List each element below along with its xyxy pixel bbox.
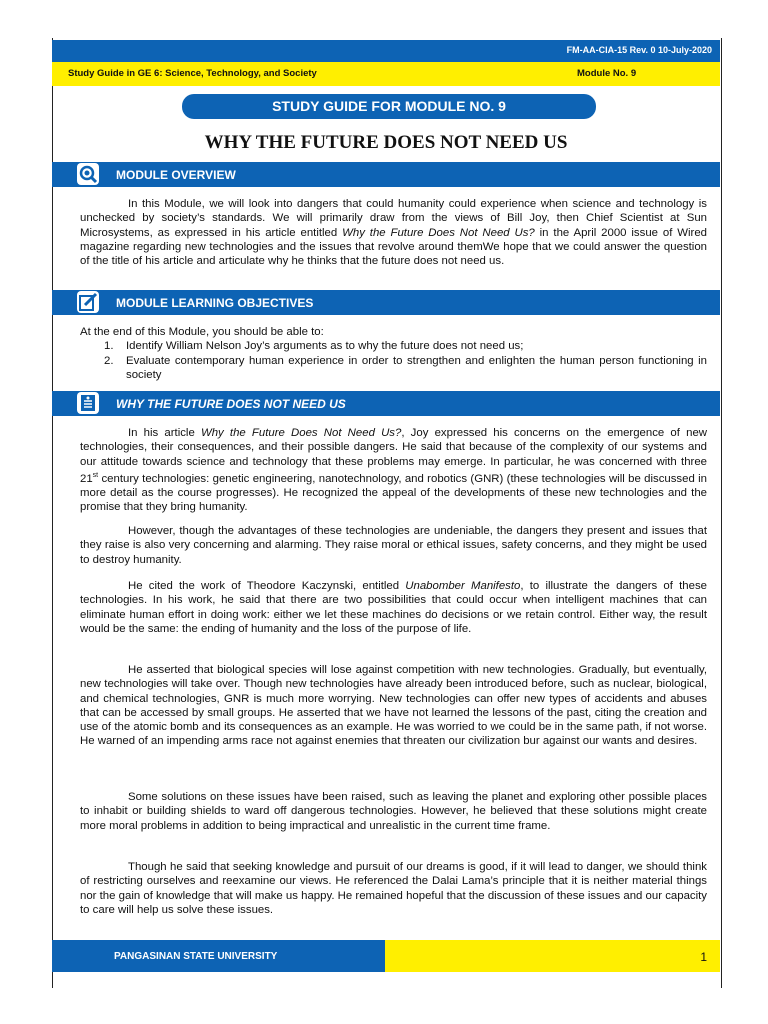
section-label: WHY THE FUTURE DOES NOT NEED US — [116, 397, 346, 411]
module-number: Module No. 9 — [577, 68, 637, 79]
objectives-intro: At the end of this Module, you should be able to: — [80, 326, 324, 338]
list-item — [80, 354, 707, 383]
list-text: Evaluate contemporary human experience in order to strengthen and enlighten the human person functioning in society — [126, 354, 707, 381]
pencil-edit-icon — [77, 291, 99, 313]
why-paragraph-4: He asserted that biological species will lose against competition with new technologies. Gradually, but eventually, new technologies will take over. Though new technologies have already been introduced before, such as nuclear, biological, and chemical technologies, GNR is much more worrying. New technologies can offer new types of accidents and abuses that can be accessed by small groups. He asserted that we have not learned the lessons of the past, citing the creation and use of the atomic bomb and its consequences as an example. He was worried to we could be in the same path, if not worse. He warned of an impending arms race not against enemies that threaten our civilization bur against our wants and desires. — [80, 664, 707, 748]
why-paragraph-6: Though he said that seeking knowledge and pursuit of our dreams is good, if it will lead to danger, we should think of restricting ourselves and reexamine our views. He referenced the Dalai Lama’s principle that it is neither material things nor the gain of knowledge that will make us happy. He remained hopeful that the discussion of these issues and our capacity to care will help us solve these issues. — [80, 861, 707, 916]
study-guide-title: Study Guide in GE 6: Science, Technology, and Society — [68, 68, 317, 79]
list-item — [80, 339, 707, 353]
section-why-future — [52, 391, 720, 416]
study-guide-header — [52, 62, 720, 86]
text-span: , Joy expressed his concerns on the emergence of new technologies, their consequences, and their possible dangers. He said that because of the complexity of our systems and our attitude towards science and technology that these problems may emerge. In particular, he was concerned with three 21 — [80, 427, 707, 485]
section-label: MODULE OVERVIEW — [116, 168, 236, 182]
section-learning-objectives — [52, 290, 720, 315]
page-title: WHY THE FUTURE DOES NOT NEED US — [204, 132, 568, 153]
study-guide-banner: STUDY GUIDE FOR MODULE NO. 9 — [182, 94, 596, 119]
list-text: Identify William Nelson Joy’s arguments as to why the future does not need us; — [126, 340, 524, 353]
text-span: In this Module, we will look into dangers that could humanity could experience when science and technology is unchecked by society’s standards. We will primarily draw from the views of Bill Joy, then Chief Scientist at Sun Microsystems, as expressed in his article entitled — [80, 198, 707, 239]
why-paragraph-1 — [80, 426, 707, 515]
text-span: century technologies: genetic engineering, nanotechnology, and robotics (GNR) (these technologies will be discussed in more detail as the course progresses). He recognized the appeal of the developments of these new technologies and the promise that they bring humanity. — [80, 472, 707, 514]
article-title-italic: Why the Future Does Not Need Us? — [342, 226, 535, 239]
section-module-overview — [52, 162, 720, 187]
magnifier-icon — [77, 163, 99, 185]
why-paragraph-3 — [80, 579, 707, 636]
why-paragraph-5: Some solutions on these issues have been raised, such as leaving the planet and exploring other possible places to inhabit or building shields to ward off dangerous technologies. However, he believed that these solutions might create more moral problems in addition to being impractical and unrealistic in the current time frame. — [80, 791, 707, 832]
list-number: 2. — [104, 354, 114, 367]
page-number: 1 — [700, 950, 707, 964]
footer-university-bar — [52, 940, 385, 972]
overview-paragraph — [80, 197, 707, 268]
objectives-list — [80, 325, 707, 382]
article-title-italic: Why the Future Does Not Need Us? — [200, 427, 402, 439]
section-label: MODULE LEARNING OBJECTIVES — [116, 296, 314, 310]
footer-page-bar — [385, 940, 720, 972]
document-icon — [77, 392, 99, 414]
form-code-bar — [52, 40, 720, 62]
why-paragraph-2: However, though the advantages of these technologies are undeniable, the dangers they present and issues that they raise is also very concerning and alarming. They raise moral or ethical issues, safety concerns, and they might be used to destroy humanity. — [80, 525, 707, 566]
superscript: st — [92, 471, 99, 479]
university-name: PANGASINAN STATE UNIVERSITY — [114, 951, 278, 962]
text-span: He cited the work of Theodore Kaczynski, entitled — [128, 580, 406, 592]
text-span: In his article — [128, 427, 201, 439]
text-span: , to illustrate the dangers of these technologies. In his work, he said that there are two possibilities that could occur when intelligent machines that can eliminate human effort in doing work: either we let these machines do decisions or we retain control. Either way, the result would be the same: the ending of humanity and the loss of the purpose of life. — [80, 580, 707, 635]
form-code: FM-AA-CIA-15 Rev. 0 10-July-2020 — [566, 45, 712, 55]
text-span: in the April 2000 issue of Wired magazine regarding new technologies and the issues that revolve around themWe hope that we could answer the question of the title of his article and articulate why he thinks that the future does not need us. — [80, 226, 707, 268]
manifesto-title-italic: Unabomber Manifesto — [405, 580, 521, 592]
list-number: 1. — [104, 340, 114, 353]
